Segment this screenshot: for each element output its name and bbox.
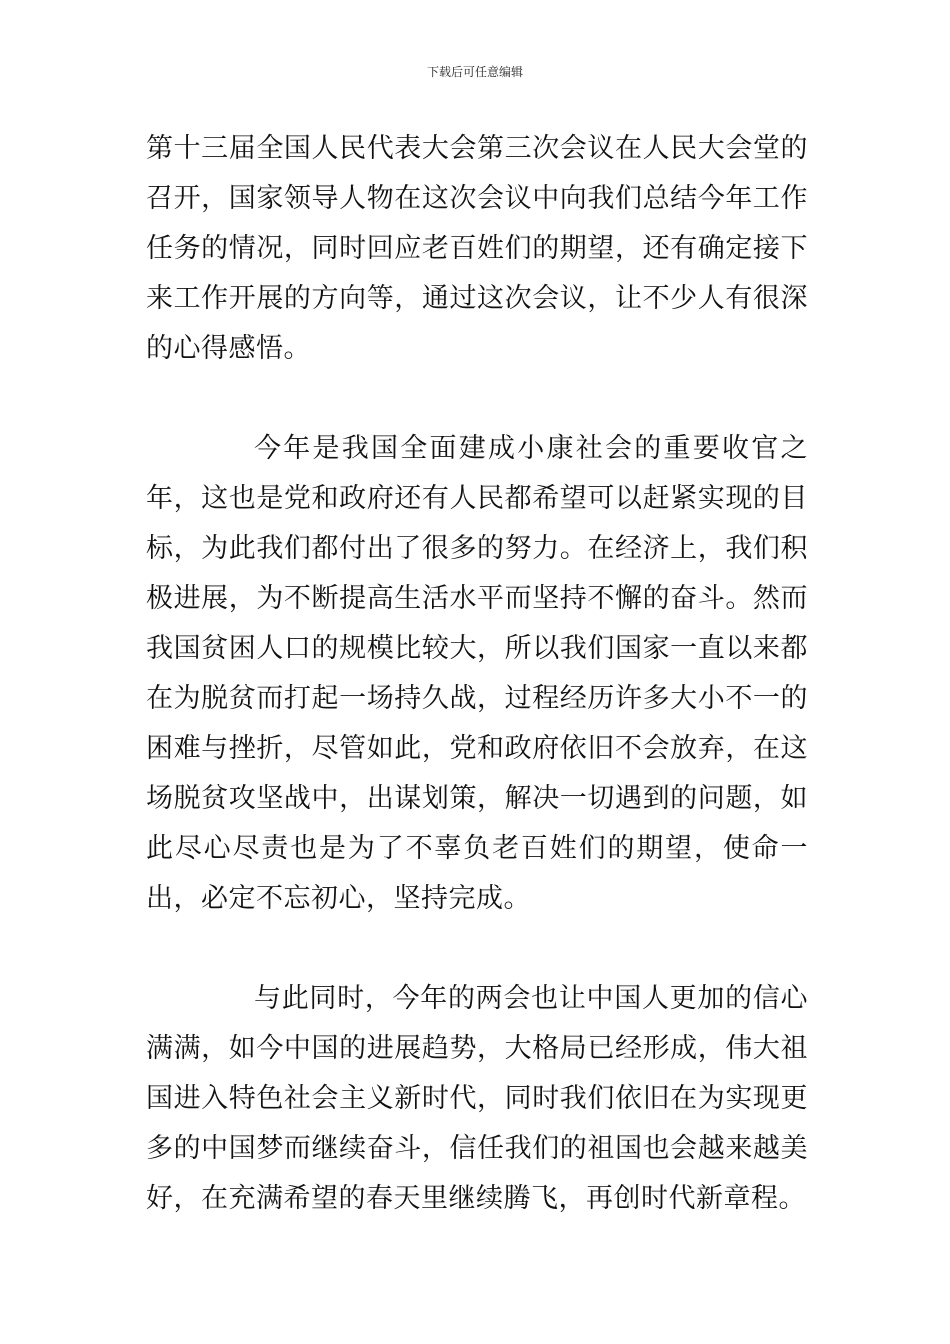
document-body	[146, 124, 808, 1224]
paragraph-2: 今年是我国全面建成小康社会的重要收官之年，这也是党和政府还有人民都希望可以赶紧实现的目标，为此我们都付出了很多的努力。在经济上，我们积极进展，为不断提高生活水平而坚持不懈的奋斗。然而我国贫困人口的规模比较大，所以我们国家一直以来都在为脱贫而打起一场持久战，过程经历许多大小不一的困难与挫折，尽管如此，党和政府依旧不会放弃，在这场脱贫攻坚战中，出谋划策，解决一切遇到的问题，如此尽心尽责也是为了不辜负老百姓们的期望，使命一出，必定不忘初心，坚持完成。	[146, 433, 808, 914]
paragraph-3: 与此同时，今年的两会也让中国人更加的信心满满，如今中国的进展趋势，大格局已经形成，伟大祖国进入特色社会主义新时代，同时我们依旧在为实现更多的中国梦而继续奋斗，信任我们的祖国也会越来越美好，在充满希望的春天里继续腾飞，再创时代新章程。	[146, 983, 808, 1214]
paragraph-1: 第十三届全国人民代表大会第三次会议在人民大会堂的召开，国家领导人物在这次会议中向我们总结今年工作任务的情况，同时回应老百姓们的期望，还有确定接下来工作开展的方向等，通过这次会议，让不少人有很深的心得感悟。	[146, 133, 808, 364]
header-note: 下载后可任意编辑	[426, 65, 523, 79]
